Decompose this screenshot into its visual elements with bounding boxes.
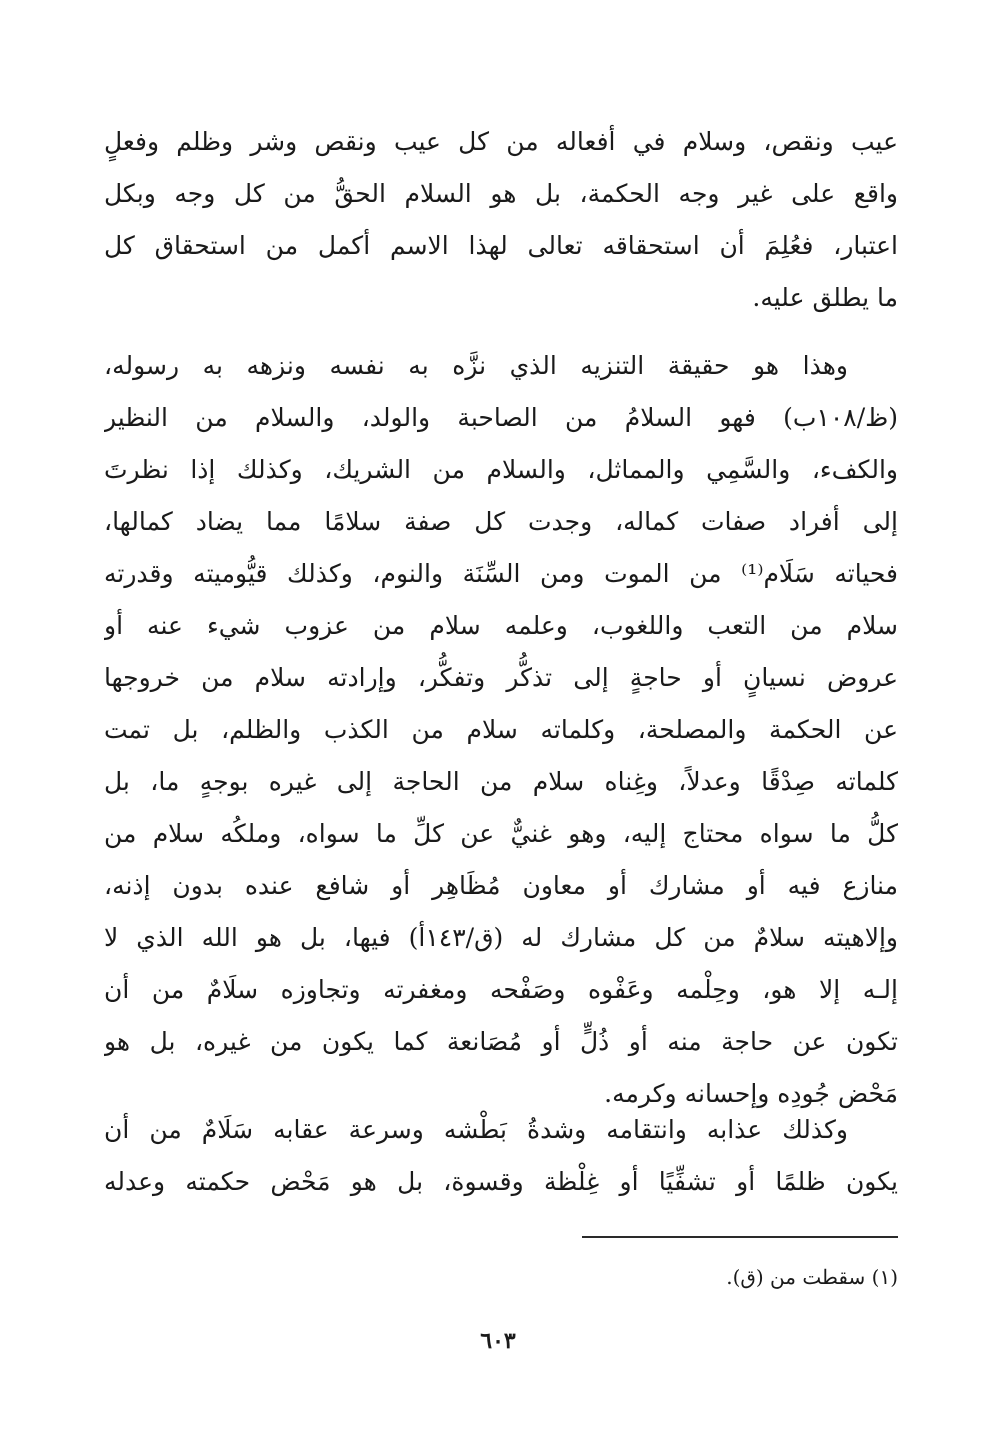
paragraph-2 xyxy=(104,340,898,1120)
text-line: وهذا هو حقيقة التنزيه الذي نزَّه به نفسه ونزهه به رسوله، xyxy=(104,351,848,380)
footnote: (١) سقطت من (ق). xyxy=(726,1265,898,1289)
text-line: تكون عن حاجة منه أو ذُلٍّ أو مُصَانعة كما يكون من غيره، بل هو xyxy=(104,1027,898,1056)
page-number: ٦٠٣ xyxy=(480,1328,516,1354)
text-line: عروض نسيانٍ أو حاجةٍ إلى تذكُّر وتفكُّر، وإرادته سلام من خروجها xyxy=(104,663,898,692)
text-line: يكون ظلمًا أو تشفِّيًا أو غِلْظة وقسوة، بل هو مَحْض حكمته وعدله xyxy=(104,1167,898,1196)
text-line: وكذلك عذابه وانتقامه وشدةُ بَطْشه وسرعة عقابه سَلَامٌ من أن xyxy=(104,1115,848,1144)
text-line: كلُّ ما سواه محتاج إليه، وهو غنيٌّ عن كلِّ ما سواه، وملكُه سلام من xyxy=(104,819,898,848)
text-line: (ظ/١٠٨ب) فهو السلامُ من الصاحبة والولد، والسلام من النظير xyxy=(104,403,898,432)
text-line: عيب ونقص، وسلام في أفعاله من كل عيب ونقص وشر وظلم وفعلٍ xyxy=(104,127,898,156)
text-line: إلى أفراد صفات كماله، وجدت كل صفة سلامًا مما يضاد كمالها، xyxy=(104,507,898,536)
text-line: ما يطلق عليه. xyxy=(752,283,898,312)
text-line: مَحْض جُودِه وإحسانه وكرمه. xyxy=(604,1079,898,1108)
paragraph-3 xyxy=(104,1104,898,1208)
text-line: منازع فيه أو مشارك أو معاون مُظَاهِر أو شافع عنده بدون إذنه، xyxy=(104,871,898,900)
text-line: عن الحكمة والمصلحة، وكلماته سلام من الكذب والظلم، بل تمت xyxy=(104,715,898,744)
text-line: واقع على غير وجه الحكمة، بل هو السلام الحقُّ من كل وجه وبكل xyxy=(104,179,898,208)
text-line: اعتبار، فعُلِمَ أن استحقاقه تعالى لهذا الاسم أكمل من استحقاق كل xyxy=(104,231,898,260)
text-line: والكفء، والسَّمِي والمماثل، والسلام من الشريك، وكذلك إذا نظرتَ xyxy=(104,455,898,484)
text-line: وإلاهيته سلامٌ من كل مشارك له (ق/١٤٣أ) فيها، بل هو الله الذي لا xyxy=(104,923,898,952)
text-line: إلـه إلا هو، وحِلْمه وعَفْوه وصَفْحه ومغفرته وتجاوزه سلَامٌ من أن xyxy=(104,975,898,1004)
footnote-divider xyxy=(582,1236,898,1238)
text-line: سلام من التعب واللغوب، وعلمه سلام من عزوب شيء عنه أو xyxy=(104,611,898,640)
text-line: فحياته سَلَام⁽¹⁾ من الموت ومن السِّنَة والنوم، وكذلك قيُّوميته وقدرته xyxy=(104,559,898,588)
paragraph-1 xyxy=(104,116,898,324)
text-line: كلماته صِدْقًا وعدلاً، وغِناه سلام من الحاجة إلى غيره بوجهٍ ما، بل xyxy=(104,767,898,796)
